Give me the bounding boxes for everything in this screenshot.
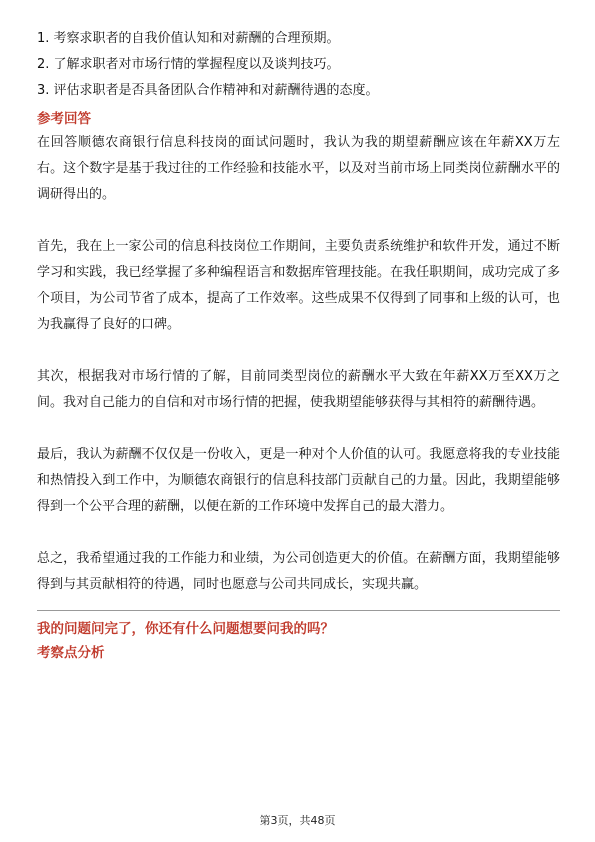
list-item: 1. 考察求职者的自我价值认知和对薪酬的合理预期。 — [37, 31, 340, 46]
answer-paragraph: 总之，我希望通过我的工作能力和业绩，为公司创造更大的价值。在薪酬方面，我期望能够得到与其贡献相符的待遇，同时也愿意与公司共同成长，实现共赢。 — [37, 551, 560, 592]
document-page — [37, 26, 560, 665]
answer-paragraph: 其次，根据我对市场行情的了解，目前同类型岗位的薪酬水平大致在年薪XX万至XX万之间。我对自己能力的自信和对市场行情的把握，使我期望能够获得与其相符的薪酬待遇。 — [37, 369, 560, 410]
answer-paragraph: 在回答顺德农商银行信息科技岗的面试问题时，我认为我的期望薪酬应该在年薪XX万左右。这个数字是基于我过往的工作经验和技能水平，以及对当前市场上同类岗位薪酬水平的调研得出的。 — [37, 135, 560, 202]
next-question-title: 我的问题问完了，你还有什么问题想要问我的吗？ — [37, 621, 334, 637]
reference-answer-heading: 参考回答 — [37, 111, 91, 127]
reference-answer-body — [37, 130, 560, 598]
list-item: 2. 了解求职者对市场行情的掌握程度以及谈判技巧。 — [37, 57, 340, 72]
answer-paragraph: 首先，我在上一家公司的信息科技岗位工作期间，主要负责系统维护和软件开发，通过不断学习和实践，我已经掌握了多种编程语言和数据库管理技能。在我任职期间，成功完成了多个项目，为公司节省了成本，提高了工作效率。这些成果不仅得到了同事和上级的认可，也为我赢得了良好的口碑。 — [37, 239, 560, 332]
page-number: 第3页，共48页 — [259, 814, 336, 827]
answer-paragraph: 最后，我认为薪酬不仅仅是一份收入，更是一种对个人价值的认可。我愿意将我的专业技能和热情投入到工作中，为顺德农商银行的信息科技部门贡献自己的力量。因此，我期望能够得到一个公平合理的薪酬，以便在新的工作环境中发挥自己的最大潜力。 — [37, 447, 560, 514]
evaluation-points-list — [37, 26, 560, 104]
analysis-heading: 考察点分析 — [37, 645, 105, 661]
section-divider — [37, 610, 560, 611]
list-item: 3. 评估求职者是否具备团队合作精神和对薪酬待遇的态度。 — [37, 83, 379, 98]
